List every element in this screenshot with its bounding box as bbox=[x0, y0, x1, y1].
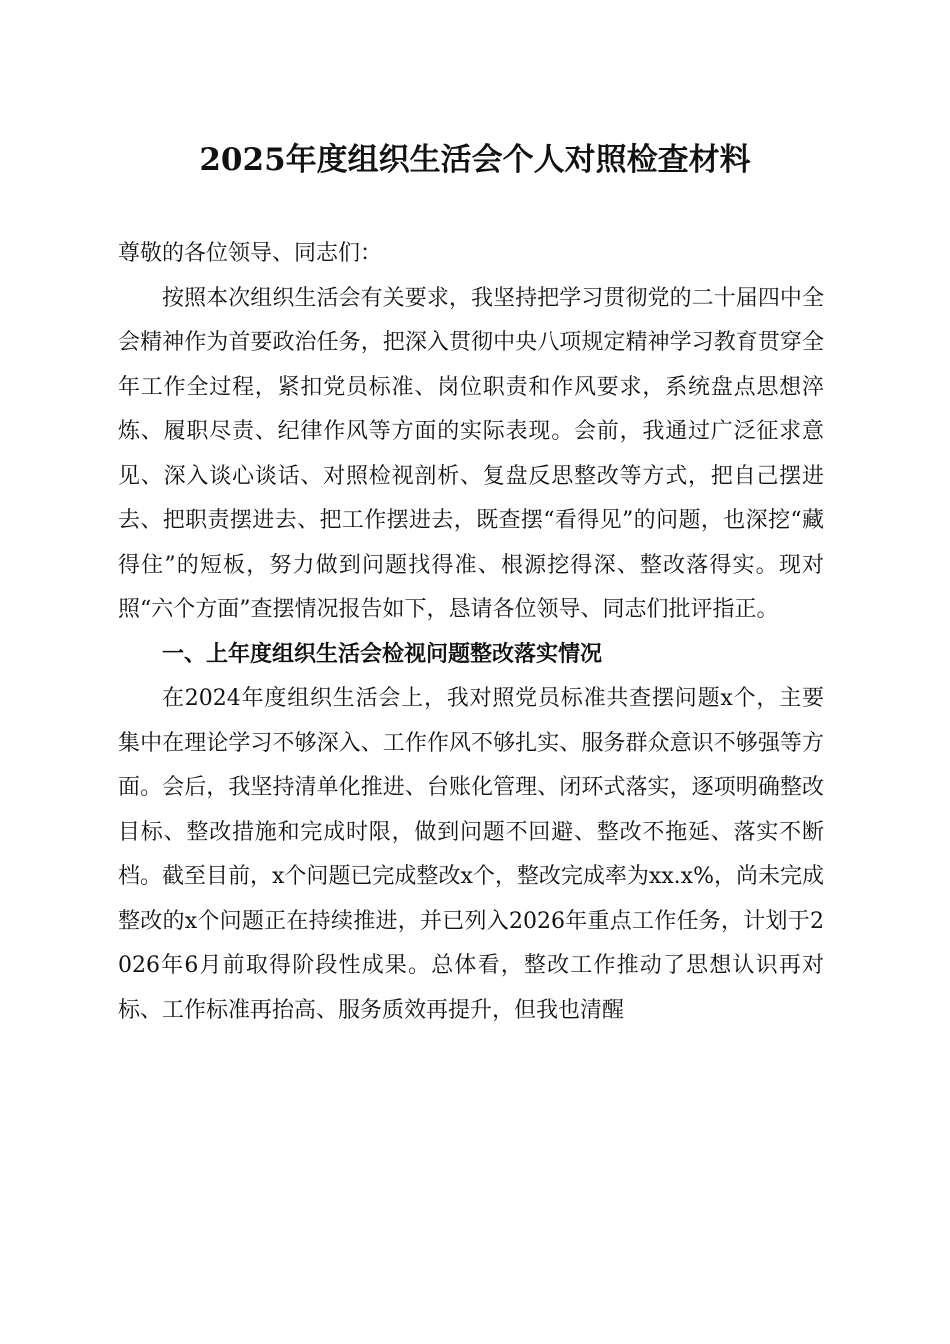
salutation: 尊敬的各位领导、同志们： bbox=[118, 241, 383, 266]
document-title: 2025年度组织生活会个人对照检查材料 bbox=[199, 142, 751, 178]
section-paragraph: 在2024年度组织生活会上，我对照党员标准共查摆问题x个，主要集中在理论学习不够深入、工作作风不够扎实、服务群众意识不够强等方面。会后，我坚持清单化推进、台账化管理、闭环式落实，逐项明确整改目标、整改措施和完成时限，做到问题不回避、整改不拖延、落实不断档。截至目前，x个问题已完成整改x个，整改完成率为xx.x%，尚未完成整改的x个问题正在持续推进，并已列入2026年重点工作任务，计划于2026年6月前取得阶段性成果。总体看，整改工作推动了思想认识再对标、工作标准再抬高、服务质效再提升，但我也清醒 bbox=[118, 686, 824, 1023]
document-body bbox=[118, 232, 824, 1033]
intro-paragraph: 按照本次组织生活会有关要求，我坚持把学习贯彻党的二十届四中全会精神作为首要政治任务，把深入贯彻中央八项规定精神学习教育贯穿全年工作全过程，紧扣党员标准、岗位职责和作风要求，系统盘点思想淬炼、履职尽责、纪律作风等方面的实际表现。会前，我通过广泛征求意见、深入谈心谈话、对照检视剖析、复盘反思整改等方式，把自己摆进去、把职责摆进去、把工作摆进去，既查摆“看得见”的问题，也深挖“藏得住”的短板，努力做到问题找得准、根源挖得深、整改落得实。现对照“六个方面”查摆情况报告如下，恳请各位领导、同志们批评指正。 bbox=[118, 285, 824, 622]
section-heading: 一、上年度组织生活会检视问题整改落实情况 bbox=[162, 641, 603, 667]
